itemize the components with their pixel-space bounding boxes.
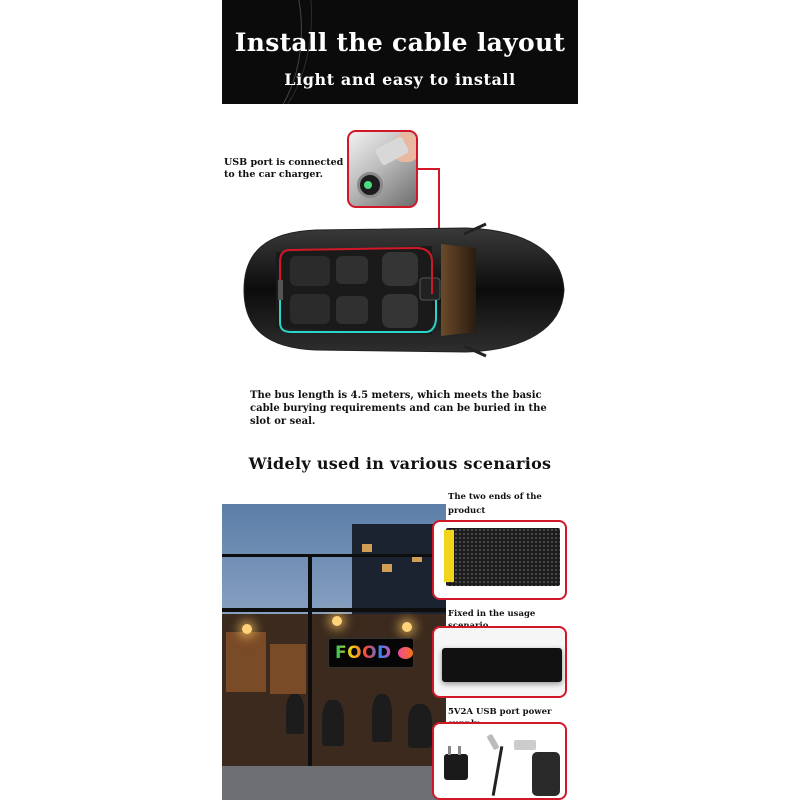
scenarios-title: Widely used in various scenarios [248,454,552,473]
adapter-prong [458,746,461,755]
sidewalk [222,766,446,800]
bus-caption-line-1: The bus length is 4.5 meters, which meets the basic [250,390,542,401]
person-silhouette [408,704,432,748]
usb-caption-line-2: to the car charger. [224,169,323,180]
power-caption: 5V2A USB port power [448,707,552,717]
charge-light-icon [364,181,372,189]
power-bank-icon [532,752,560,796]
led-sign-text: FOOD [335,643,392,663]
page-subtitle: Light and easy to install [284,70,516,89]
usb-caption-line-1: USB port is connected [224,157,344,168]
product-infographic [222,0,578,800]
window-frame [222,554,446,557]
window-frame [308,554,312,800]
bookshelf [270,644,306,694]
3m-glue-strip [444,530,454,582]
person-silhouette [322,700,344,746]
usb-cable [492,746,504,796]
connector-wire [418,168,440,170]
led-panel-back-photo [432,520,567,600]
bus-caption-line-2: cable burying requirements and can be buried in the [250,403,547,414]
bus-caption-line-3: slot or seal. [250,416,316,427]
person-silhouette [372,694,392,742]
lit-window [362,544,372,552]
usb-connector-icon [514,740,536,750]
mounted-led-panel [442,648,562,682]
power-supply-photo [432,722,567,800]
storefront-photo [222,504,446,800]
led-graphic-icon [398,647,413,659]
lamp-light [242,624,252,634]
car-top-view [236,222,566,358]
led-matrix-panel [446,528,560,586]
usb-caption [224,157,343,181]
wall-adapter-icon [444,754,468,780]
led-sign-display [328,638,414,668]
bookshelf [226,632,266,692]
usb-port-inset [347,130,418,208]
glue-caption-line-1: The two ends of the product [448,492,542,516]
fixed-caption: Fixed in the usage [448,609,536,619]
lit-window [382,564,392,572]
window-frame [222,608,446,612]
page-title: Install the cable layout [234,28,566,57]
lamp-light [332,616,342,626]
fixed-panel-photo [432,626,567,698]
bus-length-caption [250,389,547,428]
lamp-light [402,622,412,632]
header-banner [222,0,578,104]
person-silhouette [286,694,304,734]
usb-plug-icon [486,734,499,751]
adapter-prong [448,746,451,755]
